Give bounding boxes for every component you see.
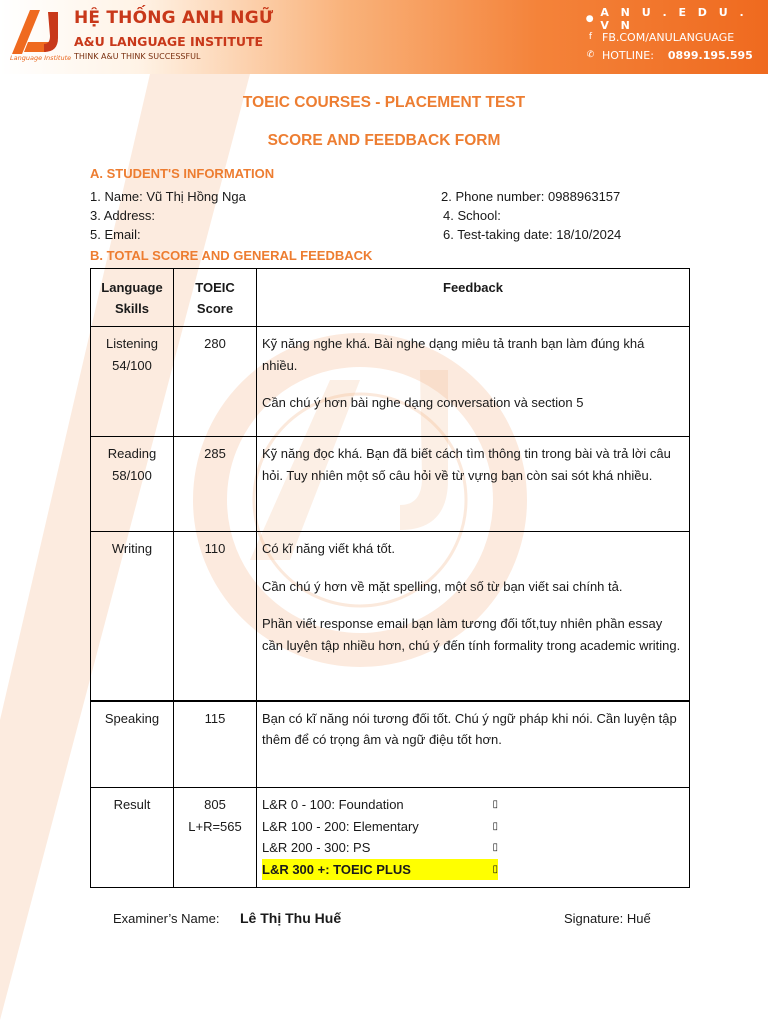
student-address: 3. Address: [90,208,156,223]
logo-tagline: Language Institute [10,54,72,62]
facebook-link[interactable]: FB.COM/ANULANGUAGE [602,30,735,44]
checkbox-icon: ▯ [492,842,498,853]
form-title: TOEIC COURSES - PLACEMENT TEST [242,94,526,111]
hotline-label: HOTLINE: [602,48,654,62]
feedback-cell: Có kĩ năng viết khá tốt. Cần chú ý hơn về mặt spelling, một số từ bạn viết sai chính tả. Phần viết response email bạn làm tương đối tốt,tuy nhiên phần essay cần luyện tập nhiều hơn, chú ý đến tính formality trong academic writing. [257,532,690,701]
hotline-number[interactable]: 0899.195.595 [667,48,753,62]
level-cell [257,788,690,888]
table-header-row [91,269,690,327]
feedback-cell: Kỹ năng nghe khá. Bài nghe dạng miêu tả tranh bạn làm đúng khá nhiều. Cần chú ý hơn bài nghe dạng conversation và section 5 [257,327,690,437]
phone-icon: ✆ [586,49,595,60]
skill-cell: Result [91,788,174,888]
col-header-skills: Language Skills [91,269,174,327]
brand-slogan: THINK A&U THINK SUCCESSFUL [74,52,201,61]
section-b-heading: B. TOTAL SCORE AND GENERAL FEEDBACK [90,248,373,263]
section-a-heading: A. STUDENT'S INFORMATION [90,166,275,181]
level-ps: L&R 200 - 300: PS ▯ [262,837,498,859]
skill-cell: Listening 54/100 [91,327,174,437]
col-header-score: TOEIC Score [174,269,257,327]
brand-name-en: A&U LANGUAGE INSTITUTE [74,34,264,49]
skill-cell: Reading 58/100 [91,437,174,532]
checkbox-icon: ▯ [492,863,498,875]
student-school: 4. School: [443,208,501,223]
score-cell: 285 [174,437,257,532]
score-cell: 110 [174,532,257,701]
test-date: 6. Test-taking date: 18/10/2024 [443,227,622,242]
table-row-writing [91,532,690,701]
score-cell: 115 [174,701,257,788]
checkbox-icon: ▯ [492,799,498,810]
score-cell: 280 [174,327,257,437]
feedback-cell: Kỹ năng đọc khá. Bạn đã biết cách tìm thông tin trong bài và trả lời câu hỏi. Tuy nhiên một số câu hỏi về từ vựng bạn còn sai sót khá nhiều. [257,437,690,532]
col-header-feedback: Feedback [257,269,690,327]
feedback-cell: Bạn có kĩ năng nói tương đối tốt. Chú ý ngữ pháp khi nói. Cần luyện tập thêm để có trọng âm và ngữ điệu tốt hơn. [257,701,690,788]
student-phone: 2. Phone number: 0988963157 [441,189,621,204]
examiner-name: Lê Thị Thu Huế [240,910,342,926]
score-cell: 805 L+R=565 [174,788,257,888]
table-row-reading [91,437,690,532]
skill-cell: Writing [91,532,174,701]
table-row-result [91,788,690,888]
facebook-icon: f [588,31,593,42]
checkbox-icon: ▯ [492,820,498,832]
student-name: 1. Name: Vũ Thị Hồng Nga [90,189,246,204]
anu-logo-icon [10,8,68,56]
signature: Signature: Huế [564,911,651,926]
table-row-speaking [91,701,690,788]
level-foundation: L&R 0 - 100: Foundation ▯ [262,794,498,816]
examiner-label: Examiner’s Name: [113,911,220,926]
website-link[interactable]: A N U . E D U . V N [600,6,748,32]
globe-icon: ● [585,13,594,24]
form-subtitle: SCORE AND FEEDBACK FORM [267,132,501,149]
skill-cell: Speaking [91,701,174,788]
table-row-listening [91,327,690,437]
level-toeic-plus-highlighted: L&R 300 +: TOEIC PLUS ▯ [262,859,498,881]
score-table [90,268,690,888]
brand-name-vi: HỆ THỐNG ANH NGỮ [74,8,274,28]
student-email: 5. Email: [90,227,141,242]
level-elementary: L&R 100 - 200: Elementary ▯ [262,816,498,838]
header-banner [0,0,768,74]
contact-block [585,6,760,64]
